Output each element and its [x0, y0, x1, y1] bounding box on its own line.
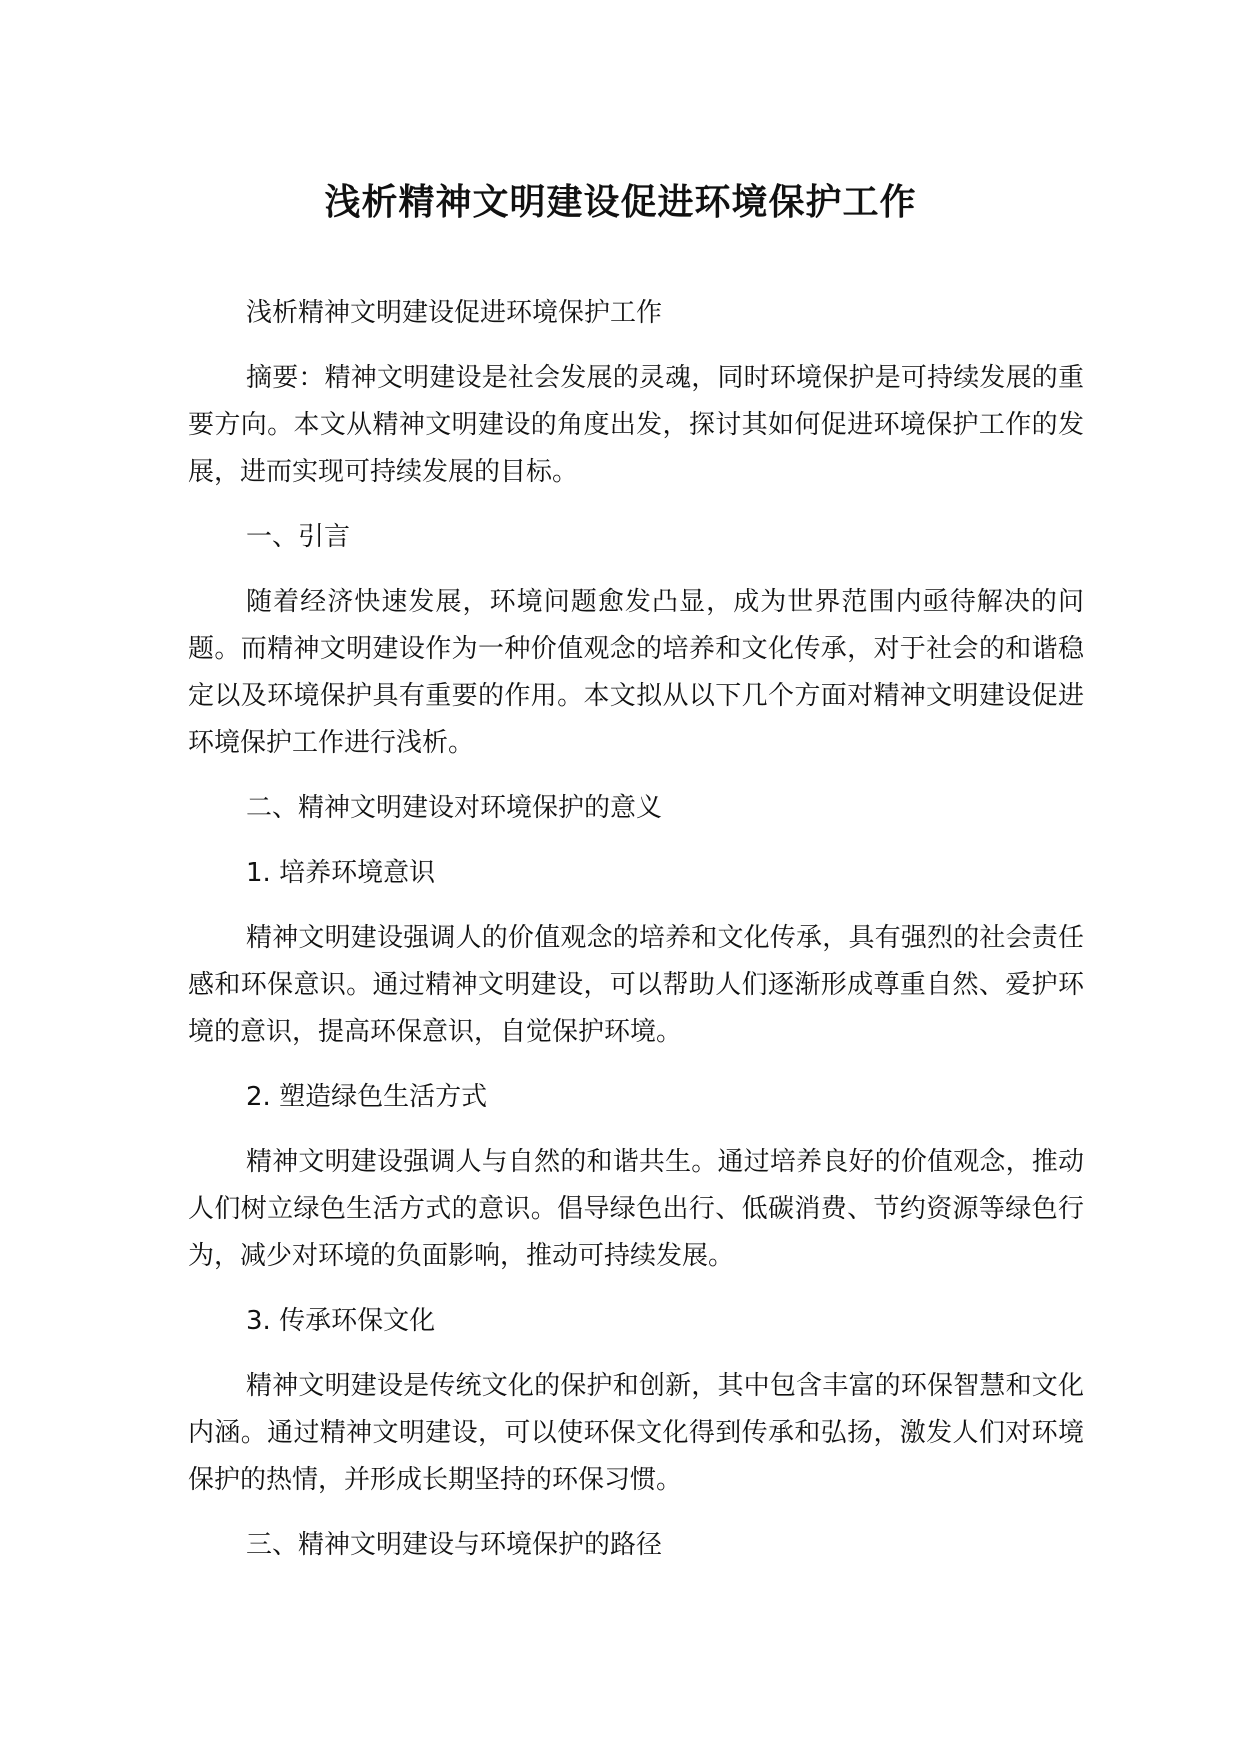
paragraph-item-one: 精神文明建设强调人的价值观念的培养和文化传承，具有强烈的社会责任感和环保意识。通过精神文明建设，可以帮助人们逐渐形成尊重自然、爱护环境的意识，提高环保意识，自觉保护环境。 [188, 923, 1084, 1047]
heading-item-one: 1. 培养环境意识 [246, 858, 436, 888]
paragraph-item-two: 精神文明建设强调人与自然的和谐共生。通过培养良好的价值观念，推动人们树立绿色生活方式的意识。倡导绿色出行、低碳消费、节约资源等绿色行为，减少对环境的负面影响，推动可持续发展。 [188, 1147, 1084, 1271]
heading-introduction: 一、引言 [246, 522, 351, 552]
document-body [188, 290, 1084, 1569]
heading-section-three: 三、精神文明建设与环境保护的路径 [246, 1530, 663, 1560]
paragraph-item-three: 精神文明建设是传统文化的保护和创新，其中包含丰富的环保智慧和文化内涵。通过精神文明建设，可以使环保文化得到传承和弘扬，激发人们对环境保护的热情，并形成长期坚持的环保习惯。 [188, 1371, 1084, 1495]
heading-item-three: 3. 传承环保文化 [246, 1306, 436, 1336]
paragraph-subtitle: 浅析精神文明建设促进环境保护工作 [246, 298, 663, 328]
paragraph-introduction: 随着经济快速发展，环境问题愈发凸显，成为世界范围内亟待解决的问题。而精神文明建设作为一种价值观念的培养和文化传承，对于社会的和谐稳定以及环境保护具有重要的作用。本文拟从以下几个方面对精神文明建设促进环境保护工作进行浅析。 [188, 587, 1084, 758]
heading-item-two: 2. 塑造绿色生活方式 [246, 1082, 488, 1112]
paragraph-abstract: 摘要：精神文明建设是社会发展的灵魂，同时环境保护是可持续发展的重要方向。本文从精神文明建设的角度出发，探讨其如何促进环境保护工作的发展，进而实现可持续发展的目标。 [188, 363, 1084, 487]
heading-section-two: 二、精神文明建设对环境保护的意义 [246, 793, 663, 823]
document-title: 浅析精神文明建设促进环境保护工作 [324, 182, 917, 223]
